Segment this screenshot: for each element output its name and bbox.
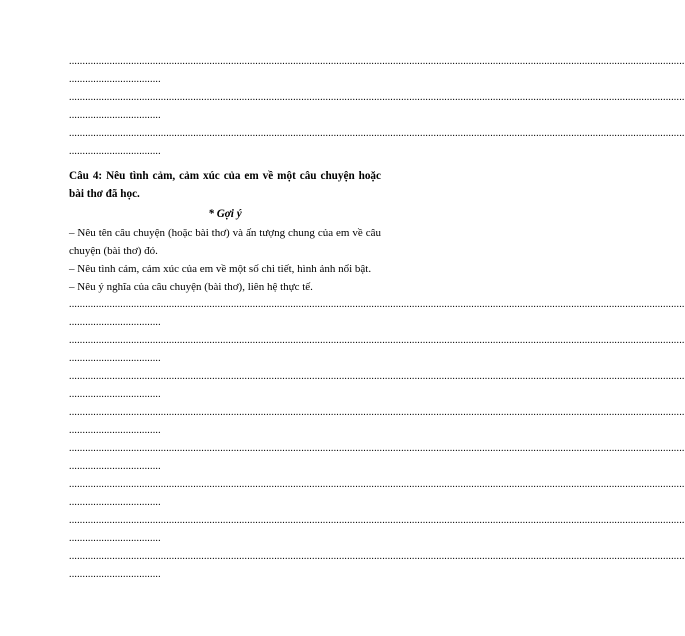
answer-line: .................................................................................................................................................................................................................................... — [69, 371, 685, 382]
answer-line: .................................................................................................................................................................................................................................... — [69, 92, 685, 103]
answer-line: .................................................................................................................................................................................................................................... — [69, 56, 685, 67]
answer-line-end: .................................. — [69, 389, 161, 400]
answer-lines-top — [69, 56, 685, 165]
answer-line: .................................................................................................................................................................................................................................... — [69, 335, 685, 346]
answer-line-end: .................................. — [69, 461, 161, 472]
answer-line-end: .................................. — [69, 74, 161, 85]
answer-line: .................................................................................................................................................................................................................................... — [69, 551, 685, 562]
hint-line-3: – Nêu ý nghĩa của câu chuyện (bài thơ), liên hệ thực tế. — [69, 281, 313, 293]
answer-lines-bottom — [69, 299, 685, 588]
answer-line-end: .................................. — [69, 569, 161, 580]
answer-line: .................................................................................................................................................................................................................................... — [69, 407, 685, 418]
hint-line-2: – Nêu tình cảm, cảm xúc của em về một số chi tiết, hình ảnh nổi bật. — [69, 263, 372, 275]
answer-line-end: .................................. — [69, 353, 161, 364]
answer-line-end: .................................. — [69, 497, 161, 508]
answer-line: .................................................................................................................................................................................................................................... — [69, 479, 685, 490]
worksheet-page — [69, 56, 685, 588]
answer-line-end: .................................. — [69, 425, 161, 436]
answer-line-end: .................................. — [69, 317, 161, 328]
hint-line-1: – Nêu tên câu chuyện (hoặc bài thơ) và ấn tượng chung của em về câu chuyện (bài thơ) đó. — [69, 227, 381, 257]
answer-line-end: .................................. — [69, 110, 161, 121]
answer-line: .................................................................................................................................................................................................................................... — [69, 443, 685, 454]
answer-line: .................................................................................................................................................................................................................................... — [69, 299, 685, 310]
answer-line-end: .................................. — [69, 146, 161, 157]
answer-line: .................................................................................................................................................................................................................................... — [69, 515, 685, 526]
answer-line: .................................................................................................................................................................................................................................... — [69, 128, 685, 139]
hint-title: * Gợi ý — [208, 208, 242, 220]
question-4: Câu 4: Nêu tình cảm, cảm xúc của em về một câu chuyện hoặc bài thơ đã học. — [69, 170, 381, 200]
answer-line-end: .................................. — [69, 533, 161, 544]
